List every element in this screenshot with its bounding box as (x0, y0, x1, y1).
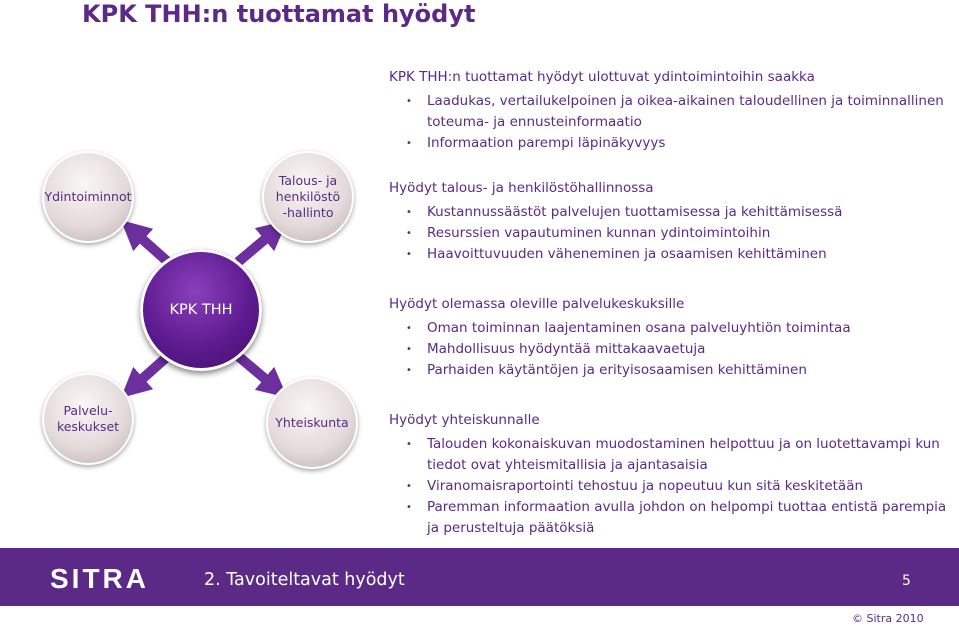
section-yhteiskunta (389, 410, 949, 539)
list-item: • Informaation parempi läpinäkyvyys (389, 133, 949, 154)
node-label: Palvelu-keskukset (56, 403, 120, 434)
list-item: • Mahdollisuus hyödyntää mittakaavaetuja (389, 339, 949, 360)
arrow-ydintoiminnot (132, 230, 168, 262)
section-heading: Hyödyt yhteiskunnalle (389, 412, 540, 428)
footer-bar (0, 548, 959, 606)
arrow-yhteiskunta (238, 356, 276, 388)
list-item: • Laadukas, vertailukelpoinen ja oikea-aikainen taloudellinen ja toiminnallinen toteuma- ja ennusteinformaatio (389, 91, 949, 133)
node-palvelukeskukset (42, 373, 134, 465)
center-label: KPK THH (169, 302, 233, 318)
node-kpk-thh (140, 249, 262, 371)
list-item: • Paremman informaation avulla johdon on helpompi tuottaa entistä parempia ja perusteltuja päätöksiä (389, 497, 949, 539)
list-item: • Oman toiminnan laajentaminen osana palveluyhtiön toimintaa (389, 318, 949, 339)
node-yhteiskunta (266, 377, 358, 469)
node-label: Talous- ja henkilöstö-hallinto (275, 173, 341, 220)
list-item: • Viranomaisraportointi tehostuu ja nopeutuu kun sitä keskitetään (389, 476, 949, 497)
section-heading: Hyödyt talous- ja henkilöstöhallinnossa (389, 180, 654, 196)
list-item: • Haavoittuvuuden väheneminen ja osaamisen kehittäminen (389, 244, 949, 265)
node-label: Ydintoiminnot (44, 189, 132, 204)
list-item: • Parhaiden käytäntöjen ja erityisosaamisen kehittäminen (389, 360, 949, 381)
node-talous-ja-henkilostohallinto (262, 151, 354, 243)
section-heading: Hyödyt olemassa oleville palvelukeskuksille (389, 296, 685, 312)
slide-title: KPK THH:n tuottamat hyödyt (82, 0, 476, 28)
arrow-talous (238, 230, 276, 262)
section-talous-ja-henkilostohallinto (389, 178, 949, 265)
copyright: © Sitra 2010 (852, 612, 924, 625)
section-palvelukeskukset (389, 294, 949, 381)
section-ydintoiminnot (389, 67, 949, 154)
arrow-palvelukeskukset (132, 356, 168, 388)
list-item: • Resurssien vapautuminen kunnan ydintoimintoihin (389, 223, 949, 244)
list-item: • Talouden kokonaiskuvan muodostaminen helpottuu ja on luotettavampi kun tiedot ovat yhteismitallisia ja ajantasaisia (389, 434, 949, 476)
section-heading: KPK THH:n tuottamat hyödyt ulottuvat ydintoimintoihin saakka (389, 69, 815, 85)
footer-title: 2. Tavoiteltavat hyödyt (204, 570, 405, 590)
sitra-logo: SITRA (50, 563, 149, 594)
hub-diagram (0, 160, 380, 480)
node-label: Yhteiskunta (275, 415, 349, 430)
list-item: • Kustannussäästöt palvelujen tuottamisessa ja kehittämisessä (389, 202, 949, 223)
node-ydintoiminnot (42, 151, 134, 243)
page-number: 5 (902, 573, 911, 589)
